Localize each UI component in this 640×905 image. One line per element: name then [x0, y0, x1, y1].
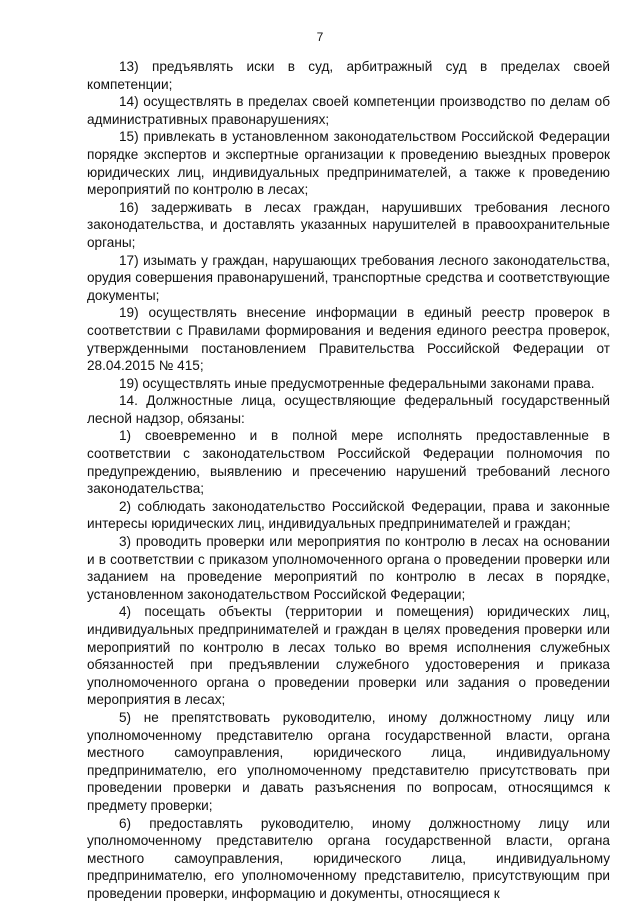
page-number: 7	[316, 30, 324, 44]
paragraph-item-19-registry: 19) осуществлять внесение информации в единый реестр проверок в соответствии с Правилами формирования и ведения единого реестра проверок, утвержденными постановлением Правительства Российской Федерации от 28.04.2015 № 415;	[87, 305, 610, 374]
paragraph-duty-1: 1) своевременно и в полной мере исполнять предоставленные в соответствии с законодательством Российской Федерации полномочия по предупреждению, выявлению и пресечению нарушений требований лесного законодательства;	[87, 428, 610, 497]
paragraph-item-16: 16) задерживать в лесах граждан, нарушивших требования лесного законодательства, и доставлять указанных нарушителей в правоохранительные органы;	[87, 199, 610, 250]
paragraph-duty-2: 2) соблюдать законодательство Российской Федерации, права и законные интересы юридических лиц, индивидуальных предпринимателей и граждан;	[87, 498, 610, 532]
paragraph-item-17: 17) изымать у граждан, нарушающих требования лесного законодательства, орудия совершения правонарушений, транспортные средства и соответствующие документы;	[87, 252, 610, 303]
section-14-heading: 14. Должностные лица, осуществляющие федеральный государственный лесной надзор, обязаны:	[87, 393, 610, 426]
paragraph-duty-3: 3) проводить проверки или мероприятия по контролю в лесах на основании и в соответствии с приказом уполномоченного органа о проведении проверки или заданием на проведение мероприятий по контролю в лесах в порядке, установленном законодательством Российской Федерации;	[87, 534, 610, 602]
paragraph-item-15: 15) привлекать в установленном законодательством Российской Федерации порядке экспертов и экспертные организации к проведению выездных проверок юридических лиц, индивидуальных предпринимателей, а также к проведению мероприятий по контролю в лесах;	[87, 129, 610, 198]
paragraph-item-19-other-rights: 19) осуществлять иные предусмотренные федеральными законами права.	[119, 375, 595, 391]
document-body	[87, 58, 610, 903]
paragraph-item-13: 13) предъявлять иски в суд, арбитражный суд в пределах своей компетенции;	[87, 59, 610, 92]
paragraph-duty-6: 6) предоставлять руководителю, иному должностному лицу или уполномоченному представителю органа государственной власти, органа местного самоуправления, юридического лица, индивидуальному предпринимателю, его уполномоченному представителю, присутствующим при проведении проверки, информацию и документы, относящиеся к	[87, 815, 610, 901]
paragraph-duty-5: 5) не препятствовать руководителю, иному должностному лицу или уполномоченному представителю органа государственной власти, органа местного самоуправления, юридического лица, индивидуальному предпринимателю, его уполномоченному представителю присутствовать при проведении проверки и давать разъяснения по вопросам, относящимся к предмету проверки;	[87, 709, 610, 813]
paragraph-duty-4: 4) посещать объекты (территории и помещения) юридических лиц, индивидуальных предпринимателей и граждан в целях проведения проверки или мероприятий по контролю в лесах только во время исполнения служебных обязанностей при предъявлении служебного удостоверения и приказа уполномоченного органа о проведении проверки или задания о проведении мероприятия в лесах;	[87, 604, 610, 708]
paragraph-item-14: 14) осуществлять в пределах своей компетенции производство по делам об административных правонарушениях;	[87, 94, 610, 127]
